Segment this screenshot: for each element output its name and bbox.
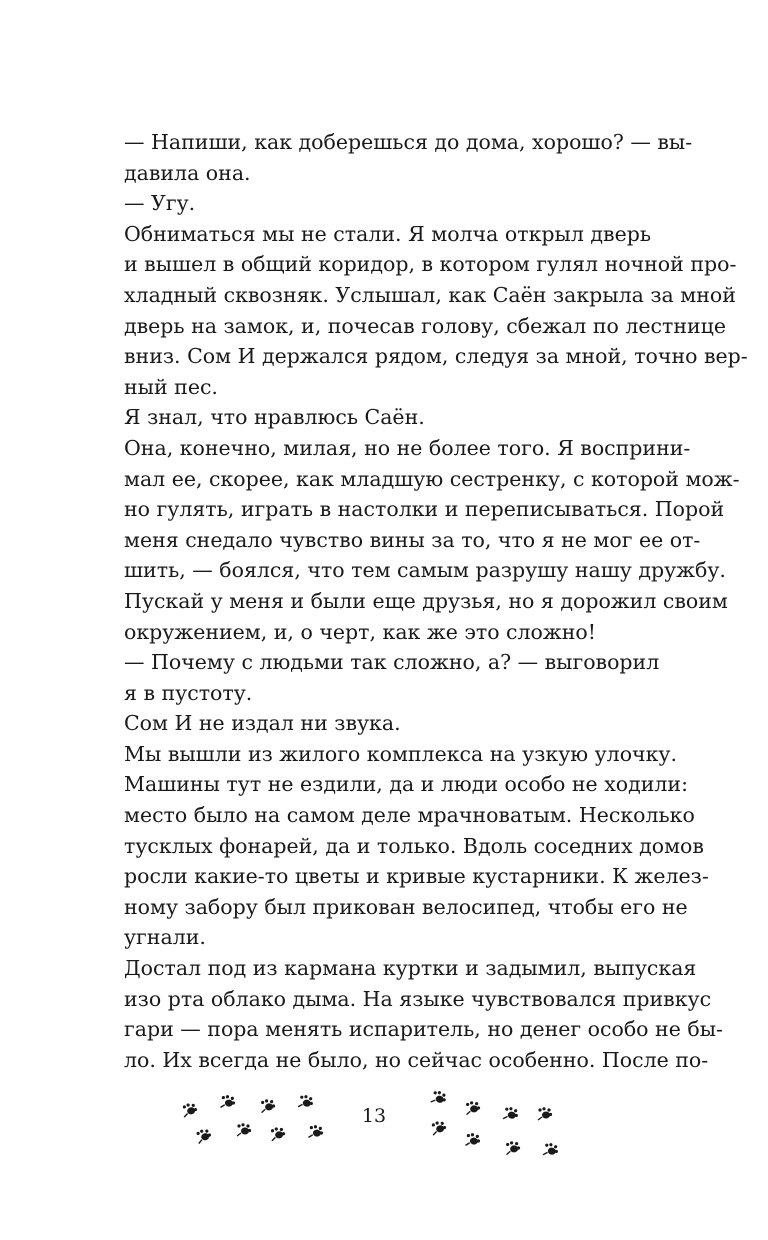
paw-print-icon — [537, 1107, 553, 1121]
paw-print-icon — [259, 1098, 276, 1113]
text-line: угнали. — [124, 925, 206, 950]
text-line: окружением, и, о черт, как же это сложно! — [124, 619, 597, 644]
paragraph — [124, 127, 693, 188]
page-number: 13 — [361, 1105, 387, 1127]
paragraph — [124, 739, 709, 953]
text-line: Она, конечно, милая, но не более того. Я восприни- — [124, 435, 691, 460]
text-line: Я знал, что нравлюсь Саён. — [124, 405, 425, 430]
text-line: тусклых фонарей, да и только. Вдоль соседних домов — [124, 833, 704, 858]
paragraph — [124, 953, 723, 1075]
text-line: гари — пора менять испаритель, но денег особо не бы- — [124, 1017, 723, 1042]
text-line: — Почему с людьми так сложно, а? — выговорил — [124, 650, 660, 675]
text-line: мал ее, скорее, как младшую сестренку, с которой мож- — [124, 466, 740, 491]
text-line: дверь на замок, и, почесав голову, сбежал по лестнице — [124, 313, 726, 338]
text-line: ному забору был прикован велосипед, чтобы его не — [124, 894, 688, 919]
paw-print-icon — [429, 1089, 448, 1107]
paw-print-icon — [464, 1100, 481, 1115]
paragraph — [124, 219, 748, 403]
text-line: Обниматься мы не стали. Я молча открыл дверь — [124, 221, 651, 246]
text-line: давила она. — [124, 160, 251, 185]
paragraph — [124, 708, 651, 739]
text-line: Достал под из кармана куртки и задымил, выпуская — [124, 956, 697, 981]
paw-print-icon — [504, 1140, 521, 1155]
text-line: Мы вышли из жилого комплекса на узкую улочку. — [124, 741, 677, 766]
text-line: я в пустоту. — [124, 680, 253, 705]
text-line: ный пес. — [124, 374, 218, 399]
page-footer — [0, 1085, 768, 1175]
paragraph — [124, 402, 651, 433]
text-line: изо рта облако дыма. На языке чувствовался привкус — [124, 986, 712, 1011]
text-line: шить, — боялся, что тем самым разрушу нашу дружбу. — [124, 558, 726, 583]
paw-print-icon — [464, 1132, 481, 1147]
text-line: ло. Их всегда не было, но сейчас особенно. После по- — [124, 1047, 709, 1072]
paw-print-icon — [194, 1127, 213, 1145]
paw-print-icon — [430, 1120, 448, 1137]
text-line: хладный сквозняк. Услышал, как Саён закрыла за мной — [124, 282, 736, 307]
text-line: росли какие-то цветы и кривые кустарники. К желез- — [124, 864, 709, 889]
text-line: но гулять, играть в настолки и переписываться. Порой — [124, 497, 725, 522]
footprints-right-ornament — [425, 1085, 575, 1175]
text-line: — Угу. — [124, 191, 196, 216]
paw-print-icon — [236, 1123, 252, 1137]
footprints-left-ornament — [178, 1085, 328, 1175]
paragraph — [124, 433, 740, 647]
text-line: Пускай у меня и были еще друзья, но я дорожил своим — [124, 588, 728, 613]
paw-print-icon — [307, 1124, 324, 1139]
text-line: место было на самом деле мрачноватым. Несколько — [124, 803, 695, 828]
text-line: — Напиши, как доберешься до дома, хорошо? — вы- — [124, 130, 693, 154]
paw-print-icon — [542, 1142, 560, 1159]
paw-print-icon — [219, 1094, 236, 1109]
body-text — [124, 127, 748, 1075]
text-line: меня снедало чувство вины за то, что я не мог ее от- — [124, 527, 701, 552]
text-line: вниз. Сом И держался рядом, следуя за мной, точно вер- — [124, 344, 748, 369]
paragraph — [124, 647, 660, 708]
text-line: и вышел в общий коридор, в котором гулял ночной про- — [124, 252, 737, 277]
paw-print-icon — [181, 1102, 199, 1119]
paw-print-icon — [502, 1106, 520, 1123]
paw-print-icon — [269, 1126, 287, 1142]
text-line: Машины тут не ездили, да и люди особо не ходили: — [124, 772, 688, 797]
paw-print-icon — [297, 1094, 315, 1111]
text-line: Сом И не издал ни звука. — [124, 711, 401, 736]
paragraph — [124, 188, 651, 219]
